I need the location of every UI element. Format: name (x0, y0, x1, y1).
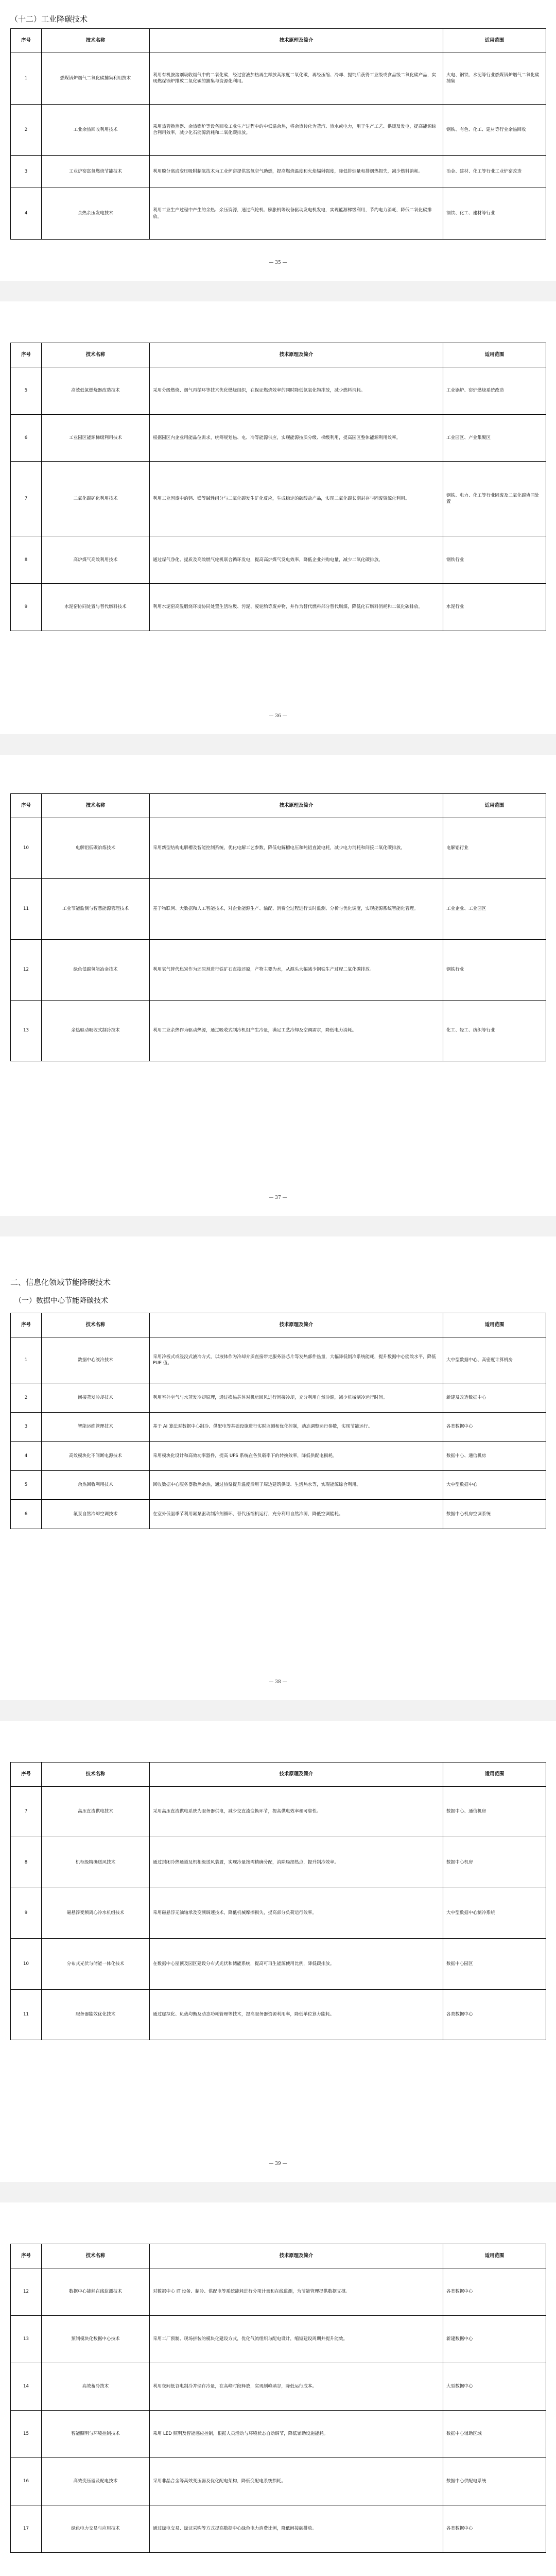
row-index: 9 (11, 584, 42, 631)
tech-name: 绿色电力交易与应用技术 (42, 2505, 150, 2553)
tech-description: 利用工业固废中的钙、镁等碱性组分与二氧化碳发生矿化反应，生成稳定的碳酸盐产品，实现二氧化碳长期封存与固废资源化利用。 (150, 462, 443, 536)
col-header-index: 序号 (11, 2244, 42, 2268)
col-header-index: 序号 (11, 1762, 42, 1787)
tech-scope: 数据中心、通信机房 (443, 1787, 546, 1837)
tech-name: 余热驱动吸收式制冷技术 (42, 1001, 150, 1061)
tech-scope: 钢铁、化工、建材等行业 (443, 188, 546, 240)
row-index: 6 (11, 414, 42, 462)
row-index: 11 (11, 879, 42, 940)
tech-scope: 大型数据中心 (443, 2363, 546, 2411)
page-number: — 38 — (269, 1680, 287, 1685)
table-row (11, 1837, 546, 1888)
col-header-index: 序号 (11, 1313, 42, 1337)
tech-description: 采用工厂预制、现场拼装的模块化建设方式，优化气流组织与配电设计，缩短建设周期并提升能效。 (150, 2316, 443, 2363)
tech-name: 余热余压发电技术 (42, 188, 150, 240)
tech-name: 工业余热回收利用技术 (42, 104, 150, 156)
tech-description: 采用冷板式或浸没式液冷方式，以液体作为冷却介质直接带走服务器芯片等发热部件热量，大幅降低制冷系统能耗，提升数据中心能效水平，降低 PUE 值。 (150, 1337, 443, 1383)
tech-scope: 工业园区、产业集聚区 (443, 414, 546, 462)
tech-name: 数据中心液冷技术 (42, 1337, 150, 1383)
tech-scope: 各类数据中心 (443, 2505, 546, 2553)
table-row (11, 1412, 546, 1442)
tech-scope: 数据中心机房 (443, 1837, 546, 1888)
tech-name: 电解铝低碳冶炼技术 (42, 818, 150, 879)
tech-name: 高压直流供电技术 (42, 1787, 150, 1837)
tech-table (10, 793, 546, 1061)
tech-scope: 数据中心、通信机房 (443, 1442, 546, 1471)
tech-description: 采用分级燃烧、烟气再循环等技术优化燃烧组织，在保证燃烧效率的同时降低氮氧化物排放，减少燃料消耗。 (150, 367, 443, 415)
tech-table (10, 1313, 546, 1529)
table-row (11, 1001, 546, 1061)
col-header-name: 技术名称 (42, 29, 150, 53)
table-row (11, 1939, 546, 1989)
tech-name: 工业节能监测与智慧能源管理技术 (42, 879, 150, 940)
page-number: — 37 — (269, 1195, 287, 1200)
table-row (11, 1989, 546, 2040)
tech-scope: 电解铝行业 (443, 818, 546, 879)
tech-scope: 大中型数据中心、高密度计算机房 (443, 1337, 546, 1383)
tech-scope: 钢铁行业 (443, 536, 546, 584)
tech-table (10, 28, 546, 240)
page-number: — 39 — (269, 2161, 287, 2166)
table-row (11, 2458, 546, 2505)
tech-description: 根据园区内企业用能品位需求，统筹规划热、电、冷等能源供应，实现能源按质分级、梯级利用，提高园区整体能源利用效率。 (150, 414, 443, 462)
row-index: 3 (11, 156, 42, 188)
row-index: 17 (11, 2505, 42, 2553)
page-separator (0, 1216, 556, 1236)
table-row (11, 2268, 546, 2316)
col-header-name: 技术名称 (42, 1313, 150, 1337)
tech-name: 二氧化碳矿化利用技术 (42, 462, 150, 536)
tech-name: 间接蒸发冷却技术 (42, 1383, 150, 1413)
tech-scope: 数据中心辅助区域 (443, 2411, 546, 2458)
page-separator (0, 281, 556, 301)
table-row (11, 536, 546, 584)
col-header-index: 序号 (11, 794, 42, 818)
tech-name: 高效模块化不间断电源技术 (42, 1442, 150, 1471)
tech-scope: 水泥行业 (443, 584, 546, 631)
table-row (11, 1383, 546, 1413)
tech-description: 在室外低温季节利用氟泵驱动制冷剂循环，替代压缩机运行，充分利用自然冷源，降低空调能耗。 (150, 1500, 443, 1529)
col-header-name: 技术名称 (42, 2244, 150, 2268)
row-index: 1 (11, 1337, 42, 1383)
tech-scope: 各类数据中心 (443, 2268, 546, 2316)
tech-name: 工业园区能源梯级利用技术 (42, 414, 150, 462)
tech-description: 通过煤气净化、提质及高效燃气轮机联合循环发电，提高高炉煤气发电效率，降低企业外购电量，减少二氧化碳排放。 (150, 536, 443, 584)
row-index: 12 (11, 940, 42, 1001)
tech-description: 采用 LED 照明及智能感应控制，根据人员活动与环境状态自动调节，降低辅助设施能耗。 (150, 2411, 443, 2458)
tech-scope: 化工、轻工、纺织等行业 (443, 1001, 546, 1061)
table-row (11, 584, 546, 631)
tech-description: 利用室外空气与水蒸发冷却原理，通过换热芯体对机房回风进行间接冷却，充分利用自然冷源，减少机械制冷运行时间。 (150, 1383, 443, 1413)
table-row (11, 462, 546, 536)
tech-name: 水泥窑协同处置与替代燃料技术 (42, 584, 150, 631)
tech-scope: 数据中心机房空调系统 (443, 1500, 546, 1529)
table-row (11, 2411, 546, 2458)
row-index: 10 (11, 1939, 42, 1989)
row-index: 10 (11, 818, 42, 879)
tech-description: 通过封闭冷热通道及机柜级送风装置，实现冷量按需精确分配，消除局部热点，提升制冷效率。 (150, 1837, 443, 1888)
tech-description: 利用氢气替代焦炭作为还原剂进行铁矿石直接还原，产物主要为水，从源头大幅减少钢铁生产过程二氧化碳排放。 (150, 940, 443, 1001)
table-row (11, 1888, 546, 1938)
table-row (11, 879, 546, 940)
section-heading: 二、信息化领域节能降碳技术 (10, 1278, 111, 1287)
page-separator (0, 1700, 556, 1721)
col-header-index: 序号 (11, 343, 42, 367)
tech-table (10, 343, 546, 631)
row-index: 7 (11, 1787, 42, 1837)
subsection-heading: （一）数据中心节能降碳技术 (14, 1297, 108, 1305)
table-row (11, 1470, 546, 1500)
tech-description: 利用有机胺溶剂吸收烟气中的二氧化碳，经过富液加热再生释放高浓度二氧化碳，再经压缩、冷却、提纯后获得工业级或食品级二氧化碳产品，实现燃煤锅炉排放二氧化碳的捕集与资源化利用。 (150, 53, 443, 105)
tech-description: 基于 AI 算法对数据中心制冷、供配电等基础设施进行实时监测和优化控制，动态调整运行参数，实现节能运行。 (150, 1412, 443, 1442)
col-header-description: 技术原理及简介 (150, 343, 443, 367)
row-index: 4 (11, 188, 42, 240)
tech-description: 采用非晶合金等高效变压器及优化配电架构，降低变配电系统损耗。 (150, 2458, 443, 2505)
table-row (11, 367, 546, 415)
row-index: 7 (11, 462, 42, 536)
tech-table (10, 1762, 546, 2040)
row-index: 2 (11, 104, 42, 156)
row-index: 6 (11, 1500, 42, 1529)
col-header-description: 技术原理及简介 (150, 29, 443, 53)
row-index: 9 (11, 1888, 42, 1938)
tech-description: 利用夜间低谷电制冷并储存冷量，在高峰时段释放，实现削峰填谷，降低运行成本。 (150, 2363, 443, 2411)
tech-description: 回收数据中心服务器散热余热，通过热泵提升温度后用于周边建筑供暖、生活热水等，实现能源综合利用。 (150, 1470, 443, 1500)
table-row (11, 1442, 546, 1471)
col-header-name: 技术名称 (42, 1762, 150, 1787)
table-row (11, 53, 546, 105)
tech-description: 采用高压直流供电系统为服务器供电，减少交直流变换环节，提高供电效率和可靠性。 (150, 1787, 443, 1837)
row-index: 13 (11, 2316, 42, 2363)
tech-description: 通过虚拟化、负载均衡及动态功耗管理等技术，提高服务器资源利用率，降低单位算力能耗。 (150, 1989, 443, 2040)
row-index: 4 (11, 1442, 42, 1471)
row-index: 15 (11, 2411, 42, 2458)
row-index: 13 (11, 1001, 42, 1061)
col-header-scope: 适用范围 (443, 1313, 546, 1337)
col-header-scope: 适用范围 (443, 1762, 546, 1787)
tech-name: 氟泵自然冷却空调技术 (42, 1500, 150, 1529)
tech-name: 高炉煤气高效利用技术 (42, 536, 150, 584)
table-row (11, 940, 546, 1001)
col-header-description: 技术原理及简介 (150, 2244, 443, 2268)
tech-description: 在数据中心屋顶及园区建设分布式光伏和储能系统，提高可再生能源使用比例，降低碳排放。 (150, 1939, 443, 1989)
col-header-scope: 适用范围 (443, 794, 546, 818)
tech-name: 工业炉窑富氧燃烧节能技术 (42, 156, 150, 188)
tech-name: 燃煤锅炉烟气二氧化碳捕集利用技术 (42, 53, 150, 105)
page-separator (0, 734, 556, 755)
row-index: 5 (11, 1470, 42, 1500)
col-header-scope: 适用范围 (443, 343, 546, 367)
tech-scope: 钢铁、电力、化工等行业固废及二氧化碳协同处置 (443, 462, 546, 536)
section-heading: （十二）工业降碳技术 (10, 14, 88, 24)
col-header-scope: 适用范围 (443, 29, 546, 53)
tech-description: 采用磁悬浮无油轴承及变频调速技术，降低机械摩擦损失，提高部分负荷运行效率。 (150, 1888, 443, 1938)
tech-scope: 各类数据中心 (443, 1412, 546, 1442)
tech-name: 智能运维管理技术 (42, 1412, 150, 1442)
row-index: 12 (11, 2268, 42, 2316)
tech-description: 利用水泥窑高温煅烧环境协同处置生活垃圾、污泥、废轮胎等废弃物，并作为替代燃料部分替代燃煤，降低化石燃料消耗和二氧化碳排放。 (150, 584, 443, 631)
tech-name: 机柜级精确送风技术 (42, 1837, 150, 1888)
table-row (11, 1337, 546, 1383)
col-header-name: 技术名称 (42, 343, 150, 367)
tech-scope: 工业企业、工业园区 (443, 879, 546, 940)
tech-name: 预制模块化数据中心技术 (42, 2316, 150, 2363)
tech-description: 对数据中心 IT 设备、制冷、供配电等系统能耗进行分项计量和在线监测，为节能管理提供数据支撑。 (150, 2268, 443, 2316)
table-row (11, 104, 546, 156)
row-index: 1 (11, 53, 42, 105)
tech-description: 基于物联网、大数据和人工智能技术，对企业能源生产、输配、消费全过程进行实时监测、分析与优化调度，实现能源系统智能化管理。 (150, 879, 443, 940)
table-row (11, 1500, 546, 1529)
tech-name: 数据中心能耗在线监测技术 (42, 2268, 150, 2316)
tech-description: 通过绿电交易、绿证采购等方式提高数据中心绿色电力消费比例，降低间接碳排放。 (150, 2505, 443, 2553)
page-number: — 36 — (269, 714, 287, 719)
table-row (11, 818, 546, 879)
tech-scope: 大中型数据中心制冷系统 (443, 1888, 546, 1938)
tech-scope: 各类数据中心 (443, 1989, 546, 2040)
tech-name: 服务器能效优化技术 (42, 1989, 150, 2040)
tech-name: 余热回收利用技术 (42, 1470, 150, 1500)
table-row (11, 2505, 546, 2553)
tech-table (10, 2244, 546, 2553)
row-index: 11 (11, 1989, 42, 2040)
tech-scope: 数据中心园区 (443, 1939, 546, 1989)
row-index: 3 (11, 1412, 42, 1442)
row-index: 5 (11, 367, 42, 415)
tech-scope: 工业锅炉、窑炉燃烧系统改造 (443, 367, 546, 415)
tech-scope: 钢铁行业 (443, 940, 546, 1001)
tech-name: 高效变压器及配电技术 (42, 2458, 150, 2505)
tech-name: 磁悬浮变频离心冷水机组技术 (42, 1888, 150, 1938)
row-index: 16 (11, 2458, 42, 2505)
tech-scope: 火电、钢铁、水泥等行业燃煤锅炉烟气二氧化碳捕集 (443, 53, 546, 105)
table-row (11, 414, 546, 462)
row-index: 2 (11, 1383, 42, 1413)
tech-description: 利用工业余热作为驱动热源，通过吸收式制冷机组产生冷量，满足工艺冷却及空调需求，降低电力消耗。 (150, 1001, 443, 1061)
tech-scope: 新建及改造数据中心 (443, 1383, 546, 1413)
col-header-index: 序号 (11, 29, 42, 53)
page-separator (0, 2182, 556, 2202)
tech-scope: 数据中心供配电系统 (443, 2458, 546, 2505)
col-header-description: 技术原理及简介 (150, 1313, 443, 1337)
table-row (11, 156, 546, 188)
tech-scope: 大中型数据中心 (443, 1470, 546, 1500)
col-header-scope: 适用范围 (443, 2244, 546, 2268)
tech-scope: 新建数据中心 (443, 2316, 546, 2363)
table-row (11, 1787, 546, 1837)
page-number: — 35 — (269, 260, 287, 265)
tech-description: 采用模块化设计和高效功率器件，提高 UPS 系统在各负载率下的转换效率，降低供配电损耗。 (150, 1442, 443, 1471)
tech-name: 分布式光伏与储能一体化技术 (42, 1939, 150, 1989)
col-header-description: 技术原理及简介 (150, 794, 443, 818)
table-row (11, 188, 546, 240)
tech-scope: 冶金、建材、化工等行业工业炉窑改造 (443, 156, 546, 188)
tech-description: 利用膜分离或变压吸附制氧技术为工业炉窑提供富氧空气助燃，提高燃烧温度和火焰辐射强度，降低排烟量和排烟热损失，减少燃料消耗。 (150, 156, 443, 188)
tech-scope: 钢铁、有色、化工、建材等行业余热回收 (443, 104, 546, 156)
row-index: 8 (11, 536, 42, 584)
tech-name: 高效低氮燃烧器改造技术 (42, 367, 150, 415)
row-index: 14 (11, 2363, 42, 2411)
tech-description: 采用热管换热器、余热锅炉等设备回收工业生产过程中的中低温余热，将余热转化为蒸汽、热水或电力，用于生产工艺、供暖及发电，提高能源综合利用效率，减少化石能源消耗和二氧化碳排放。 (150, 104, 443, 156)
tech-name: 高效蓄冷技术 (42, 2363, 150, 2411)
tech-description: 采用新型结构电解槽及智能控制系统，优化电解工艺参数，降低电解槽电压和吨铝直流电耗，减少电力消耗和间接二氧化碳排放。 (150, 818, 443, 879)
tech-description: 利用工业生产过程中产生的余热、余压资源，通过汽轮机、膨胀机等设备驱动发电机发电，实现能源梯级利用，节约电力消耗，降低二氧化碳排放。 (150, 188, 443, 240)
table-row (11, 2316, 546, 2363)
col-header-description: 技术原理及简介 (150, 1762, 443, 1787)
tech-name: 绿色低碳氢能冶金技术 (42, 940, 150, 1001)
table-row (11, 2363, 546, 2411)
tech-name: 智能照明与环境控制技术 (42, 2411, 150, 2458)
row-index: 8 (11, 1837, 42, 1888)
col-header-name: 技术名称 (42, 794, 150, 818)
